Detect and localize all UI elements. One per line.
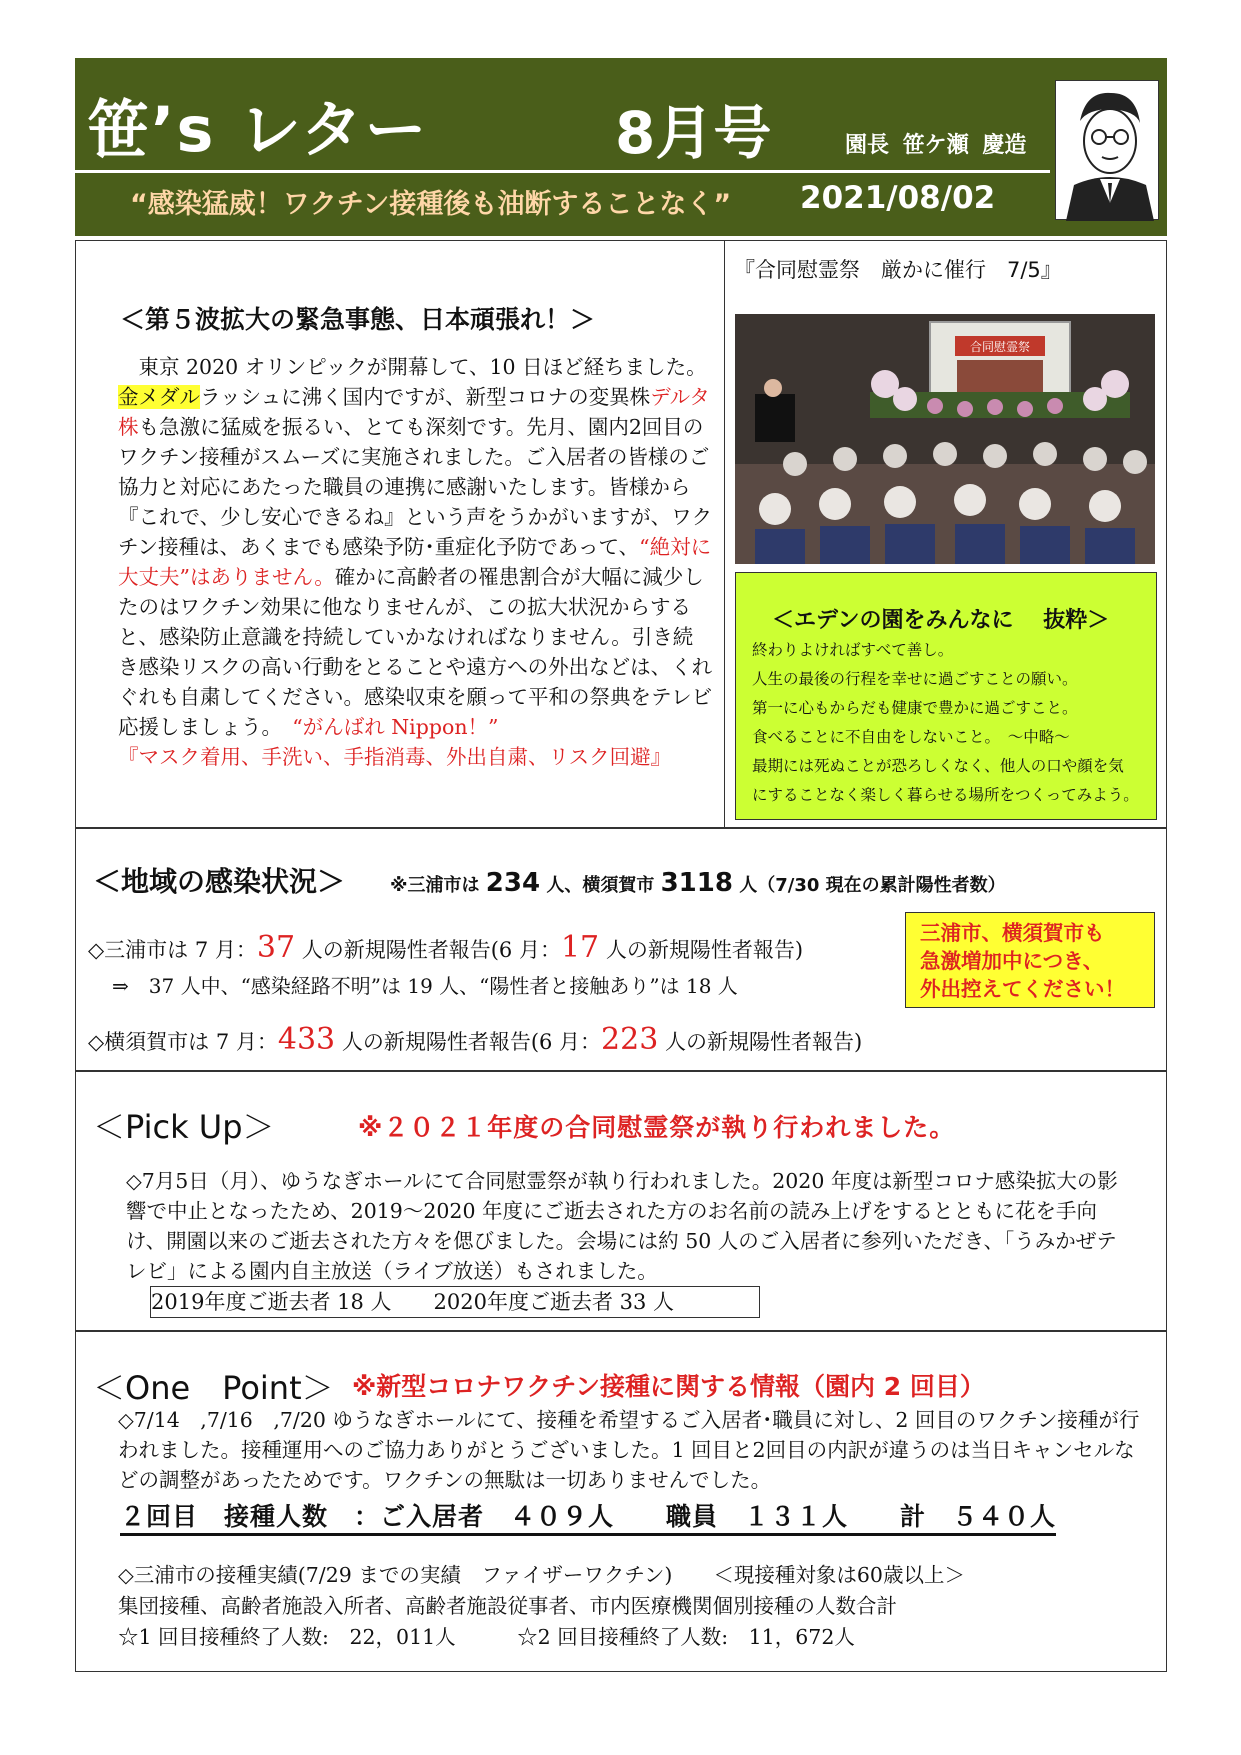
one-point-subheading: ※新型コロナワクチン接種に関する情報（園内 2 回目） [352, 1372, 985, 1401]
issue-number: 8月号 [615, 99, 772, 167]
yokosuka-monthly-report [88, 1022, 862, 1057]
not-safe-warning: “絶対に大丈夫”はありません。 [118, 535, 712, 589]
report-text: 人の新規陽性者報告) [599, 938, 804, 962]
report-text: 人の新規陽性者報告) [658, 1030, 863, 1054]
miura-cumulative: 234 [485, 868, 541, 898]
quote-line: 最期には死ぬことが恐ろしくなく、他人の口や顔を気 [752, 757, 1124, 775]
miura-monthly-report [88, 930, 803, 965]
issue-date: 2021/08/02 [800, 180, 996, 216]
stats-line: ◇三浦市の接種実績(7/29 までの実績 ファイザーワクチン) ＜現接種対象は60歳以上＞ [118, 1563, 965, 1587]
newsletter-header [75, 58, 1167, 236]
feature-article-body [118, 352, 713, 772]
alert-line: 三浦市、横須賀市も [920, 921, 1105, 945]
section-divider [75, 1070, 1167, 1072]
pickup-heading: ＜Pick Up＞ [93, 1108, 275, 1146]
summary-text: ※三浦市は [390, 875, 486, 896]
local-infection-heading: ＜地域の感染状況＞ [93, 865, 346, 898]
stats-line: 集団接種、高齢者施設入所者、高齢者施設従事者、市内医療機関個別接種の人数合計 [118, 1594, 897, 1618]
alert-line: 外出控えてください！ [920, 977, 1125, 1001]
feature-article-heading: ＜第５波拡大の緊急事態、日本頑張れ！＞ [120, 305, 596, 334]
cumulative-cases-summary [390, 868, 1006, 898]
report-text: 人の新規陽性者報告(6 月： [335, 1030, 602, 1054]
pickup-subheading: ※２０２１年度の合同慰霊祭が執り行われました。 [358, 1113, 956, 1142]
delta-variant-text: デルタ株 [118, 385, 710, 439]
miura-july-count: 37 [256, 930, 296, 965]
article-text: も急激に猛威を振るい、とても深刻です。先月、園内2回目のワクチン接種がスムーズに実施されました。ご入居者の皆様のご協力と対応にあたった職員の連携に感謝いたします。皆様から『これで、少し安心できるね』という声をうかがいますが、ワクチン接種は、あくまでも感染予防･重症化予防であって、 [118, 415, 713, 559]
report-text: ◇三浦市は 7 月： [88, 938, 257, 962]
summary-text: 人、横須賀市 [540, 875, 661, 896]
yokosuka-june-count: 223 [601, 1022, 659, 1057]
vaccination-report-body: ◇7/14 ,7/16 ,7/20 ゆうなぎホールにて、接種を希望するご入居者･職員に対し、2 回目のワクチン接種が行われました。接種運用へのご協力ありがとうございました。1 回目と2回目の内訳が違うのは当日キャンセルなどの調整があったためです。ワクチンの無駄は一切ありませんでした。 [118, 1408, 1140, 1492]
yokosuka-cumulative: 3118 [660, 868, 733, 898]
miura-june-count: 17 [560, 930, 600, 965]
newsletter-title: 笹’s レター [87, 93, 429, 166]
deceased-count-box: 2019年度ご逝去者 18 人 2020年度ご逝去者 33 人 [150, 1286, 760, 1318]
pickup-body: ◇7月5日（月）、ゆうなぎホールにて合同慰霊祭が執り行われました。2020 年度は新型コロナ感染拡大の影響で中止となったため、2019～2020 年度にご逝去された方のお名前の読み上げをするとともに花を手向け、開園以来のご逝去された方々を偲びました。会場には約 50 人のご入居者に参列いただき、「うみかぜテレビ」による園内自主放送（ライブ放送）もされました。 [126, 1169, 1118, 1283]
quote-line: 第一に心もからだも健康で豊かに過ごすこと。 [752, 699, 1078, 717]
gold-medal-highlight: 金メダル [118, 385, 200, 409]
miura-vaccination-stats [118, 1560, 1148, 1653]
vaccination-total: ２回目 接種人数 ：ご入居者 ４０９人 職員 １３１人 計 ５４０人 [120, 1497, 1056, 1536]
yokosuka-july-count: 433 [277, 1022, 336, 1057]
article-text: 確かに高齢者の罹患割合が大幅に減少したのはワクチン効果に他なりませんが、この拡大状況からすると、感染防止意識を持続していかなければなりません。引き続き感染リスクの高い行動をとることや遠方への外出などは、くれぐれも自粛してください。感染収束を願って平和の祭典をテレビ応援しましょう。 [118, 565, 713, 739]
author-portrait [1055, 80, 1159, 220]
stay-home-alert [905, 912, 1155, 1008]
prevention-measures-text: 『マスク着用、手洗い、手指消毒、外出自粛、リスク回避』 [118, 745, 672, 769]
portrait-sketch-icon [1056, 81, 1160, 221]
memorial-ceremony-photo [735, 314, 1155, 564]
quote-line: 終わりよければすべて善し。 [752, 641, 954, 659]
stats-line: ☆1 回目接種終了人数: 22，011人 ☆2 回目接種終了人数: 11，672人 [118, 1625, 855, 1649]
quote-line: 食べることに不自由をしないこと。 ～中略～ [752, 728, 1070, 746]
article-text: 東京 2020 オリンピックが開幕して、10 日ほど経ちました。 [118, 355, 707, 379]
screen-title: 合同慰霊祭 [969, 340, 1031, 354]
article-text: ラッシュに沸く国内ですが、新型コロナの変異株 [200, 385, 651, 409]
report-text: ◇横須賀市は 7 月： [88, 1030, 278, 1054]
ceremony-scene-icon [735, 314, 1155, 564]
photo-caption: 『合同慰霊祭 厳かに催行 7/5』 [734, 258, 1062, 282]
quote-line: 人生の最後の行程を幸せに過ごすことの願い。 [752, 670, 1078, 688]
quote-heading: ＜エデンの園をみんなに 抜粋＞ [772, 608, 1110, 633]
section-divider [75, 1330, 1167, 1332]
one-point-heading: ＜One Point＞ [93, 1369, 334, 1407]
header-slogan: “感染猛威！ワクチン接種後も油断することなく” [130, 189, 732, 220]
alert-line: 急激増加中につき、 [920, 949, 1104, 973]
header-divider [75, 170, 1050, 173]
report-text: 人の新規陽性者報告(6 月： [295, 938, 561, 962]
eden-quote-box [735, 572, 1157, 820]
author-name: 園長 笹ケ瀬 慶造 [845, 133, 1027, 158]
summary-text: 人（7/30 現在の累計陽性者数） [732, 875, 1006, 896]
quote-line: にすることなく楽しく暮らせる場所をつくってみよう。 [752, 786, 1139, 804]
ganbare-nippon-text: “がんばれ Nippon！” [292, 715, 499, 739]
miura-case-breakdown: ⇒ 37 人中、“感染経路不明”は 19 人、“陽性者と接触あり”は 18 人 [112, 974, 738, 998]
